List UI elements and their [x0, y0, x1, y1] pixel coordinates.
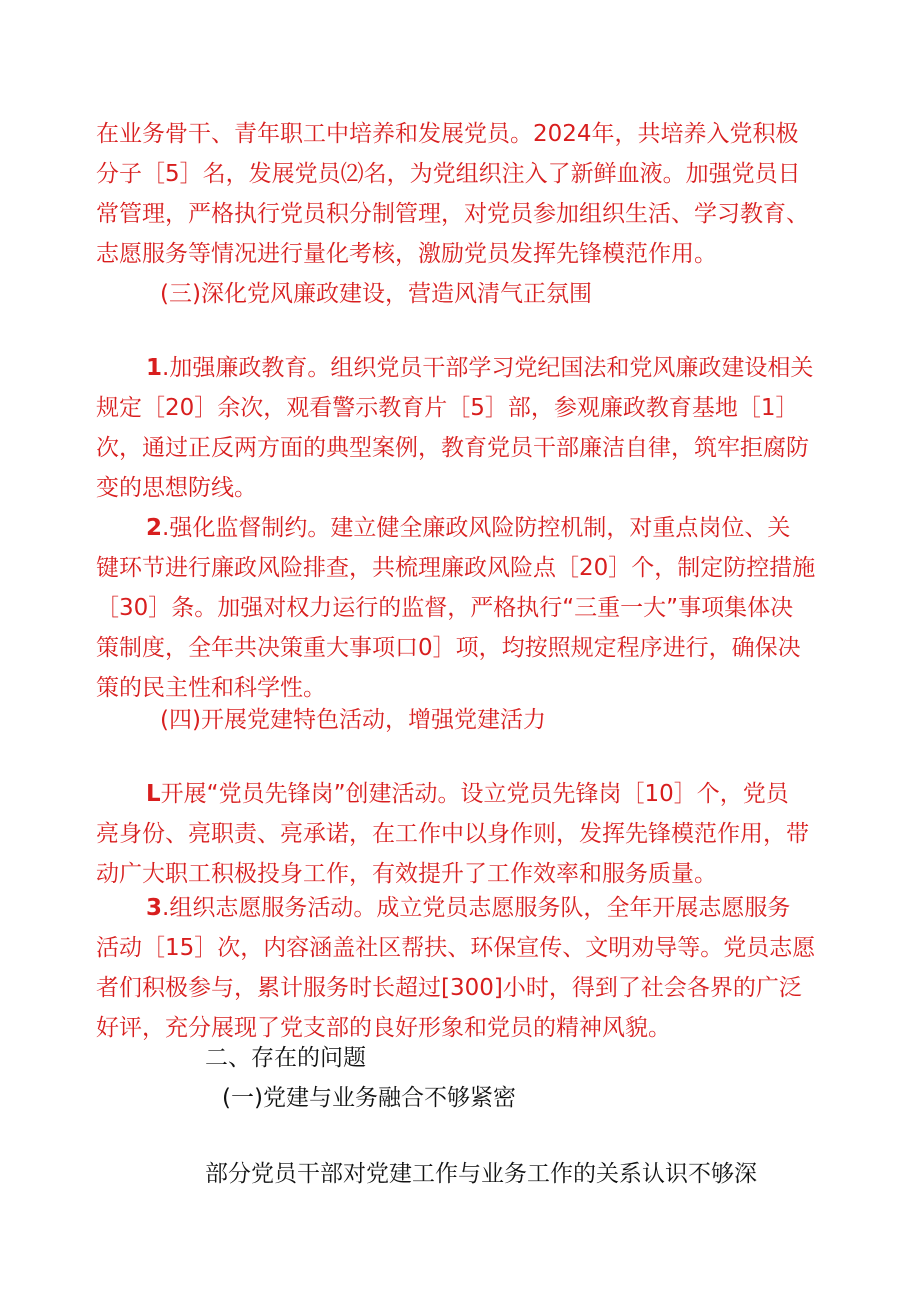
itemL-number: L [146, 781, 161, 807]
item2-text: .强化监督制约。建立健全廉政风险防控机制，对重点岗位、关 [162, 515, 791, 541]
itemL-line1 [146, 777, 789, 811]
itemL-line3: 动广大职工积极投身工作，有效提升了工作效率和服务质量。 [96, 861, 717, 887]
para1-line3: 常管理，严格执行党员积分制管理，对党员参加组织生活、学习教育、 [96, 201, 809, 227]
itemL-text: 开展“党员先锋岗”创建活动。设立党员先锋岗［10］个，党员 [160, 781, 789, 807]
section-2-title: 二、存在的问题 [205, 1045, 366, 1071]
item2-line4: 策制度，全年共决策重大事项口0］项，均按照规定程序进行，确保决 [96, 635, 801, 661]
item2-number: 2 [146, 515, 163, 541]
item2-line5: 策的民主性和科学性。 [96, 675, 326, 701]
item1-number: 1 [146, 355, 163, 381]
item1-text: .加强廉政教育。组织党员干部学习党纪国法和党风廉政建设相关 [162, 355, 814, 381]
item3-text: .组织志愿服务活动。成立党员志愿服务队，全年开展志愿服务 [162, 895, 791, 921]
item1-line2: 规定［20］余次，观看警示教育片［5］部，参观廉政教育基地［1］ [96, 395, 799, 421]
item2-line1 [146, 511, 790, 545]
item2-line3: ［30］条。加强对权力运行的监督，严格执行“三重一大”事项集体决 [96, 595, 794, 621]
item1-line4: 变的思想防线。 [96, 475, 257, 501]
item1-line1 [146, 351, 813, 385]
item3-line4: 好评，充分展现了党支部的良好形象和党员的精神风貌。 [96, 1015, 671, 1041]
heading-4: (四)开展党建特色活动，增强党建活力 [160, 707, 546, 733]
heading-2-1: (一)党建与业务融合不够紧密 [222, 1085, 516, 1111]
para1-line1: 在业务骨干、青年职工中培养和发展党员。2024年，共培养入党积极 [96, 121, 799, 147]
para1-line4: 志愿服务等情况进行量化考核，激励党员发挥先锋模范作用。 [96, 241, 717, 267]
final-paragraph-line: 部分党员干部对党建工作与业务工作的关系认识不够深 [205, 1161, 757, 1187]
item1-line3: 次，通过正反两方面的典型案例，教育党员干部廉洁自律，筑牢拒腐防 [96, 435, 809, 461]
heading-3: (三)深化党风廉政建设，营造风清气正氛围 [160, 281, 592, 307]
itemL-line2: 亮身份、亮职责、亮承诺，在工作中以身作则，发挥先锋模范作用，带 [96, 821, 809, 847]
item2-line2: 键环节进行廉政风险排查，共梳理廉政风险点［20］个，制定防控措施 [96, 555, 816, 581]
para1-line2: 分子［5］名，发展党员⑵名，为党组织注入了新鲜血液。加强党员日 [96, 161, 801, 187]
item3-line2: 活动［15］次，内容涵盖社区帮扶、环保宣传、文明劝导等。党员志愿 [96, 935, 816, 961]
item3-line3: 者们积极参与，累计服务时长超过[300]小时，得到了社会各界的广泛 [96, 975, 802, 1001]
item3-line1 [146, 891, 790, 925]
item3-number: 3 [146, 895, 163, 921]
